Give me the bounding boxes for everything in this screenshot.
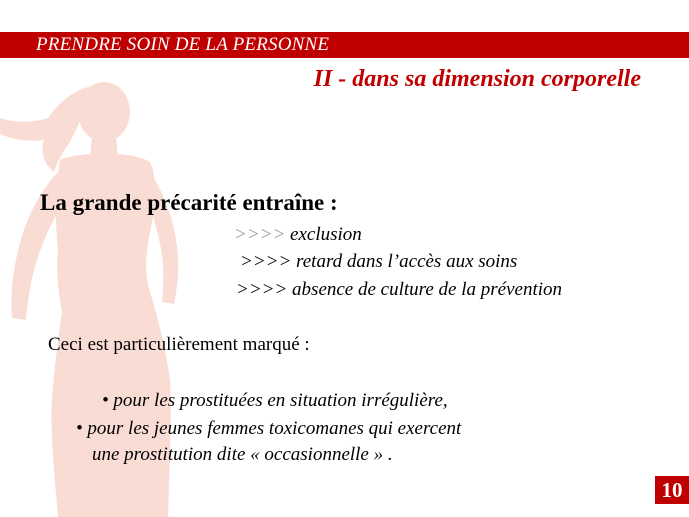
presentation-title: PRENDRE SOIN DE LA PERSONNE — [36, 34, 330, 55]
consequence-item — [240, 251, 517, 273]
consequence-item — [234, 224, 362, 246]
consequence-text: absence de culture de la prévention — [292, 279, 562, 300]
bullet-item: • pour les prostituées en situation irrégulière, — [102, 390, 448, 411]
consequence-text: retard dans l’accès aux soins — [296, 251, 518, 272]
slide-subtitle: II - dans sa dimension corporelle — [313, 66, 641, 92]
bullet-continuation: une prostitution dite « occasionnelle » . — [92, 444, 393, 465]
bullet-item: • pour les jeunes femmes toxicomanes qui exercent — [76, 418, 462, 439]
arrow-marker: >>>> — [240, 251, 292, 272]
consequence-text: exclusion — [290, 224, 362, 245]
remark-intro: Ceci est particulièrement marqué : — [48, 334, 310, 355]
arrow-marker: >>>> — [236, 279, 288, 300]
arrow-marker: >>>> — [234, 224, 286, 245]
slide-number-badge: 10 — [655, 476, 689, 504]
consequence-item — [236, 279, 562, 301]
main-heading: La grande précarité entraîne : — [40, 190, 338, 215]
